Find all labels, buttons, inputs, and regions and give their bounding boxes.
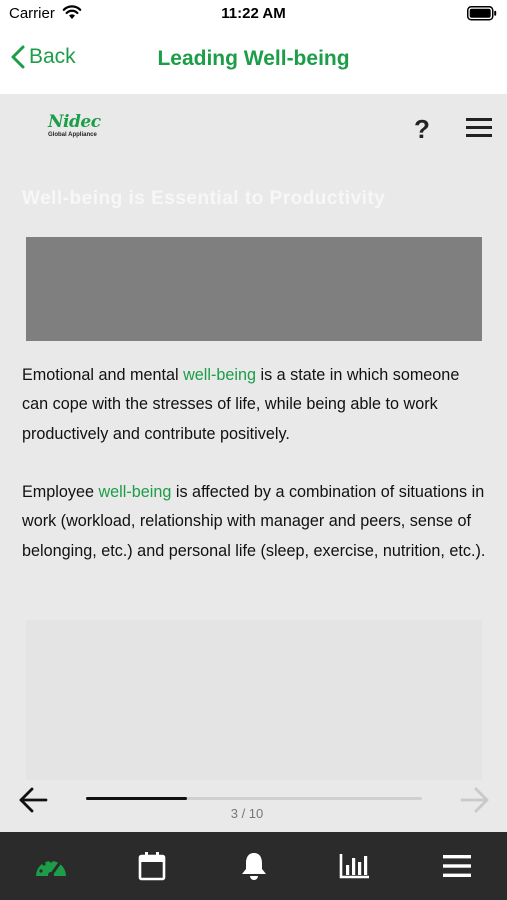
battery-icon bbox=[467, 6, 497, 21]
paragraph-wellbeing-definition bbox=[22, 361, 487, 449]
progress-fill bbox=[86, 797, 187, 800]
calendar-icon bbox=[138, 851, 166, 881]
tab-notifications[interactable] bbox=[203, 832, 304, 900]
dashboard-icon bbox=[34, 852, 68, 880]
bar-chart-icon bbox=[339, 852, 371, 880]
highlight-link[interactable]: well-being bbox=[98, 483, 172, 501]
logo-wordmark: Nidec bbox=[48, 112, 101, 132]
page-counter: 3 / 10 bbox=[230, 806, 264, 821]
tab-reports[interactable] bbox=[304, 832, 405, 900]
bell-icon bbox=[240, 851, 268, 881]
page-title: Leading Well-being bbox=[157, 47, 350, 70]
progress-track bbox=[86, 797, 422, 800]
paragraph-text: Emotional and mental bbox=[22, 366, 184, 384]
help-button[interactable]: ? bbox=[414, 114, 430, 144]
highlight-link[interactable]: well-being bbox=[183, 366, 256, 384]
tab-bar bbox=[0, 832, 507, 900]
tab-dashboard[interactable] bbox=[0, 832, 101, 900]
paragraph-employee-wellbeing bbox=[22, 478, 487, 566]
paragraph-text: Employee bbox=[22, 483, 99, 501]
media-placeholder bbox=[26, 237, 482, 341]
status-bar bbox=[0, 0, 507, 28]
status-time: 11:22 AM bbox=[221, 5, 286, 22]
lesson-content bbox=[0, 94, 507, 832]
section-heading: Well-being is Essential to Productivity bbox=[22, 188, 386, 209]
menu-icon bbox=[442, 853, 472, 879]
hamburger-menu-icon[interactable] bbox=[466, 116, 492, 138]
back-label: Back bbox=[29, 45, 76, 68]
carrier-label: Carrier bbox=[9, 5, 55, 22]
tab-calendar[interactable] bbox=[101, 832, 202, 900]
logo-subtext: Global Appliance bbox=[48, 132, 97, 138]
navigation-bar bbox=[0, 28, 507, 94]
paragraph-text: is a state in which someone can cope with the stresses of life, while being able to work productively and contribute positively. bbox=[22, 366, 460, 443]
paragraph-text: is affected by a combination of situations in work (workload, relationship with manager and peers, sense of belonging, etc.) and personal life (sleep, exercise, nutrition, etc.). bbox=[22, 483, 486, 560]
tab-menu[interactable] bbox=[406, 832, 507, 900]
page-navigator bbox=[0, 782, 507, 832]
faded-content-box bbox=[26, 620, 482, 780]
nidec-logo bbox=[48, 114, 114, 144]
